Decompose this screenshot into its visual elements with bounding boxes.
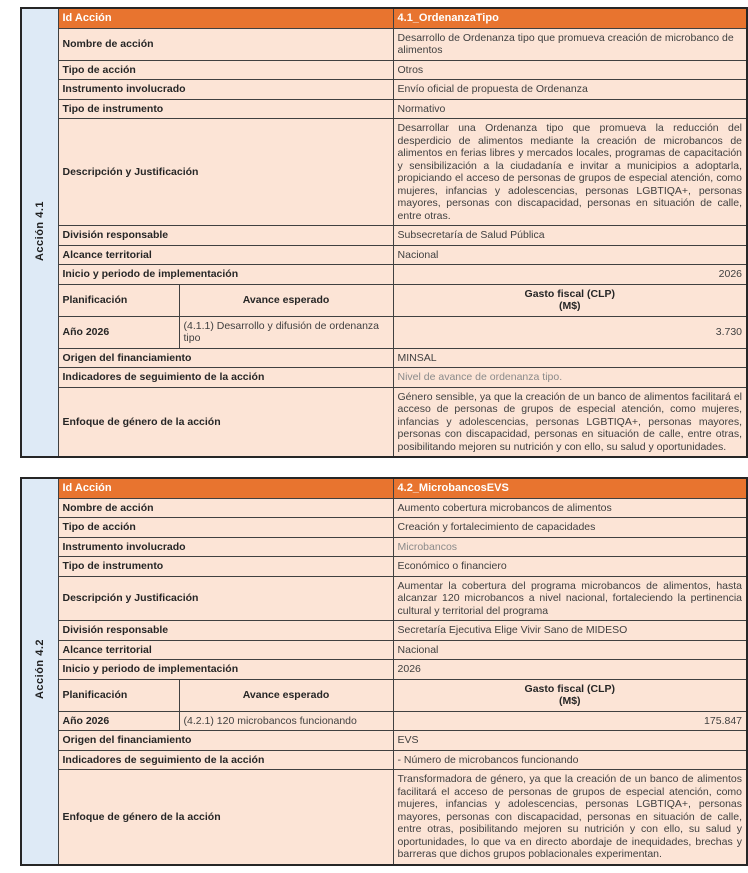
table-row (21, 368, 747, 388)
table-row (21, 557, 747, 577)
planificacion-header: Planificación (58, 679, 179, 711)
origen-label: Origen del financiamiento (58, 731, 393, 751)
id-accion-value: 4.1_OrdenanzaTipo (393, 8, 747, 28)
nombre-value: Desarrollo de Ordenanza tipo que promueva creación de microbanco de alimentos (393, 28, 747, 60)
table-row (21, 99, 747, 119)
alcance-label: Alcance territorial (58, 245, 393, 265)
nombre-label: Nombre de acción (58, 498, 393, 518)
table-row (21, 245, 747, 265)
gasto-fiscal-header (393, 284, 747, 316)
table-row (21, 621, 747, 641)
gasto-fiscal-line2: (M$) (558, 300, 581, 312)
action-table-4-1 (20, 7, 748, 458)
table-row (21, 537, 747, 557)
table-row (21, 226, 747, 246)
id-accion-label: Id Acción (58, 478, 393, 498)
gasto-value: 175.847 (393, 711, 747, 731)
descripcion-label: Descripción y Justificación (58, 576, 393, 621)
alcance-label: Alcance territorial (58, 640, 393, 660)
division-label: División responsable (58, 226, 393, 246)
instrumento-label: Instrumento involucrado (58, 80, 393, 100)
division-value: Subsecretaría de Salud Pública (393, 226, 747, 246)
table-row (21, 498, 747, 518)
table-row (21, 60, 747, 80)
enfoque-label: Enfoque de género de la acción (58, 770, 393, 865)
table-row (21, 316, 747, 348)
action-table-4-2 (20, 477, 748, 866)
gasto-fiscal-header (393, 679, 747, 711)
inicio-label: Inicio y periodo de implementación (58, 660, 393, 680)
table-row (21, 119, 747, 226)
table-row (21, 387, 747, 457)
action-side-cell (21, 478, 58, 865)
inicio-value: 2026 (393, 265, 747, 285)
tipo-accion-value: Otros (393, 60, 747, 80)
indicadores-value: Nivel de avance de ordenanza tipo. (393, 368, 747, 388)
enfoque-value: Género sensible, ya que la creación de un banco de alimentos facilitará el acceso de personas de grupos de especial atención, como mujeres, infancias y adolescencias, personas LGBTIQA+, personas mayores, personas con discapacidad, personas en situación de calle, entre otras, posibilitando mejoren su nutrición y con ello, su salud y oportunidades. (393, 387, 747, 457)
division-value: Secretaría Ejecutiva Elige Vivir Sano de MIDESO (393, 621, 747, 641)
table-row (21, 731, 747, 751)
instrumento-value: Microbancos (393, 537, 747, 557)
inicio-value: 2026 (393, 660, 747, 680)
table-row (21, 284, 747, 316)
alcance-value: Nacional (393, 245, 747, 265)
inicio-label: Inicio y periodo de implementación (58, 265, 393, 285)
enfoque-label: Enfoque de género de la acción (58, 387, 393, 457)
tipo-accion-label: Tipo de acción (58, 60, 393, 80)
id-accion-label: Id Acción (58, 8, 393, 28)
action-side-cell (21, 8, 58, 457)
id-accion-value: 4.2_MicrobancosEVS (393, 478, 747, 498)
table-row (21, 348, 747, 368)
nombre-value: Aumento cobertura microbancos de alimentos (393, 498, 747, 518)
avance-value: (4.1.1) Desarrollo y difusión de ordenanza tipo (179, 316, 393, 348)
table-row (21, 711, 747, 731)
enfoque-value: Transformadora de género, ya que la creación de un banco de alimentos facilitará el acceso de personas de grupos de especial atención, como mujeres, infancias y adolescencias, personas LGBTIQA+, personas mayores, personas con discapacidad, personas en situación de calle, entre otras, posibilitando mejoren su nutrición y con ello, su salud y oportunidades, lo que va en directo abordaje de inequidades, brechas y barreras que dichos grupos poblacionales experimentan. (393, 770, 747, 865)
origen-value: EVS (393, 731, 747, 751)
tipo-instrumento-value: Normativo (393, 99, 747, 119)
table-row (21, 640, 747, 660)
gasto-fiscal-line1: Gasto fiscal (CLP) (524, 682, 615, 695)
anio-label: Año 2026 (58, 711, 179, 731)
tipo-accion-value: Creación y fortalecimiento de capacidades (393, 518, 747, 538)
indicadores-label: Indicadores de seguimiento de la acción (58, 368, 393, 388)
tipo-instrumento-value: Económico o financiero (393, 557, 747, 577)
table-row (21, 28, 747, 60)
tipo-instrumento-label: Tipo de instrumento (58, 99, 393, 119)
avance-value: (4.2.1) 120 microbancos funcionando (179, 711, 393, 731)
indicadores-label: Indicadores de seguimiento de la acción (58, 750, 393, 770)
planificacion-header: Planificación (58, 284, 179, 316)
origen-value: MINSAL (393, 348, 747, 368)
table-row (21, 80, 747, 100)
division-label: División responsable (58, 621, 393, 641)
gasto-fiscal-line2: (M$) (558, 695, 581, 707)
nombre-label: Nombre de acción (58, 28, 393, 60)
anio-label: Año 2026 (58, 316, 179, 348)
table-row (21, 478, 747, 498)
instrumento-label: Instrumento involucrado (58, 537, 393, 557)
table-row (21, 518, 747, 538)
tipo-instrumento-label: Tipo de instrumento (58, 557, 393, 577)
table-row (21, 660, 747, 680)
tipo-accion-label: Tipo de acción (58, 518, 393, 538)
descripcion-label: Descripción y Justificación (58, 119, 393, 226)
indicadores-value: - Número de microbancos funcionando (393, 750, 747, 770)
descripcion-value: Aumentar la cobertura del programa microbancos de alimentos, hasta alcanzar 120 microbancos a nivel nacional, fortaleciendo la pertinencia cultural y territorial del programa (393, 576, 747, 621)
table-row (21, 576, 747, 621)
table-row (21, 750, 747, 770)
table-row (21, 770, 747, 865)
gasto-fiscal-line1: Gasto fiscal (CLP) (524, 287, 615, 300)
table-row (21, 265, 747, 285)
avance-esperado-header: Avance esperado (179, 284, 393, 316)
origen-label: Origen del financiamiento (58, 348, 393, 368)
alcance-value: Nacional (393, 640, 747, 660)
avance-esperado-header: Avance esperado (179, 679, 393, 711)
instrumento-value: Envío oficial de propuesta de Ordenanza (393, 80, 747, 100)
action-side-label: Acción 4.2 (33, 639, 46, 700)
table-row (21, 8, 747, 28)
descripcion-value: Desarrollar una Ordenanza tipo que promueva la reducción del desperdicio de alimentos mediante la creación de microbancos de alimentos en ferias libres y mercados locales, programas de capacitación y sensibilización a la ciudadanía e invitar a municipios a adoptarla, propiciando el acceso de personas de grupos de especial atención, como mujeres, infancias y adolescencias, personas LGBTIQA+, personas mayores, personas con discapacidad, personas en situación de calle, entre otras. (393, 119, 747, 226)
gasto-value: 3.730 (393, 316, 747, 348)
table-row (21, 679, 747, 711)
action-side-label: Acción 4.1 (33, 200, 46, 261)
